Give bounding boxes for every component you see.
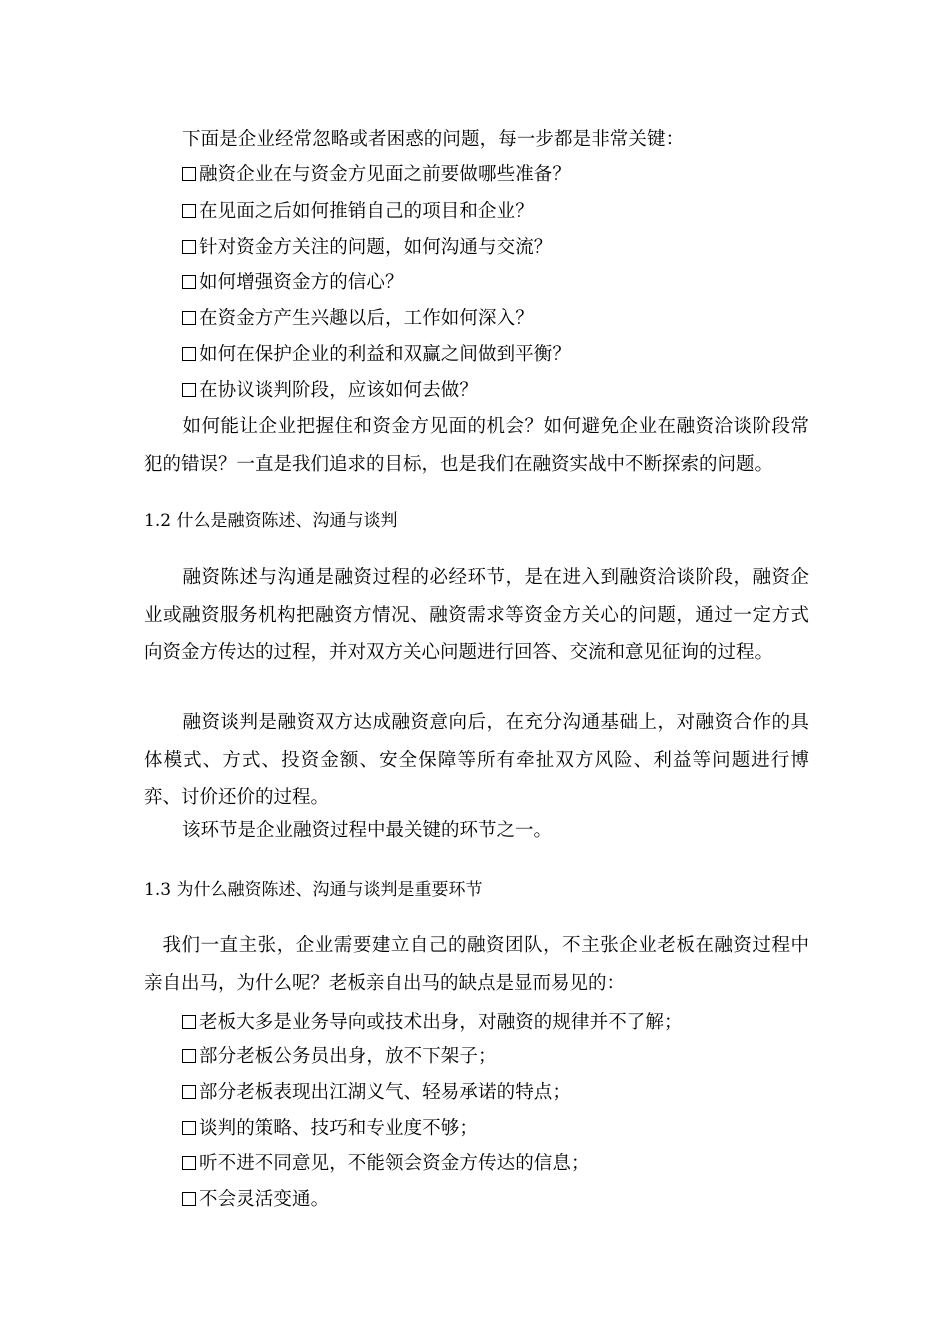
paragraph: 我们一直主张，企业需要建立自己的融资团队，不主张企业老板在融资过程中亲自出马，为什么呢？老板亲自出马的缺点是显而易见的： bbox=[144, 935, 809, 994]
checkbox-icon bbox=[182, 311, 196, 325]
checkbox-icon bbox=[182, 347, 196, 361]
shortcoming-item: 部分老板公务员出身，放不下架子； bbox=[182, 1045, 497, 1069]
checkbox-icon bbox=[182, 1049, 196, 1063]
paragraph: 如何能让企业把握住和资金方见面的机会？如何避免企业在融资洽谈阶段常犯的错误？一直是我们追求的目标，也是我们在融资实战中不断探索的问题。 bbox=[144, 416, 809, 475]
checkbox-icon bbox=[182, 1085, 196, 1099]
question-item: 针对资金方关注的问题，如何沟通与交流？ bbox=[182, 236, 552, 260]
checkbox-icon bbox=[182, 1015, 196, 1029]
checkbox-icon bbox=[182, 167, 196, 181]
paragraph: 融资谈判是融资双方达成融资意向后，在充分沟通基础上，对融资合作的具体模式、方式、投资金额、安全保障等所有牵扯双方风险、利益等问题进行博弈、讨价还价的过程。 bbox=[144, 712, 809, 808]
checkbox-icon bbox=[182, 204, 196, 218]
checkbox-icon bbox=[182, 383, 196, 397]
shortcoming-item: 谈判的策略、技巧和专业度不够； bbox=[182, 1117, 478, 1141]
shortcoming-item: 部分老板表现出江湖义气、轻易承诺的特点； bbox=[182, 1081, 571, 1105]
intro-line: 下面是企业经常忽略或者困惑的问题，每一步都是非常关键： bbox=[182, 129, 685, 150]
shortcoming-item: 不会灵活变通。 bbox=[182, 1188, 329, 1212]
shortcoming-item: 听不进不同意见，不能领会资金方传达的信息； bbox=[182, 1152, 590, 1176]
checkbox-icon bbox=[182, 275, 196, 289]
section-heading: 1.2 什么是融资陈述、沟通与谈判 bbox=[144, 511, 398, 531]
checkbox-icon bbox=[182, 1121, 196, 1135]
question-item: 融资企业在与资金方见面之前要做哪些准备？ bbox=[182, 163, 571, 187]
checkbox-icon bbox=[182, 1192, 196, 1206]
question-item: 如何在保护企业的利益和双赢之间做到平衡？ bbox=[182, 343, 571, 367]
checkbox-icon bbox=[182, 1156, 196, 1170]
paragraph: 融资陈述与沟通是融资过程的必经环节，是在进入到融资洽谈阶段，融资企业或融资服务机构把融资方情况、融资需求等资金方关心的问题，通过一定方式向资金方传达的过程，并对双方关心问题进行回答、交流和意见征询的过程。 bbox=[144, 567, 809, 663]
paragraph: 该环节是企业融资过程中最关键的环节之一。 bbox=[182, 820, 553, 841]
shortcoming-item: 老板大多是业务导向或技术出身，对融资的规律并不了解； bbox=[182, 1011, 683, 1035]
question-item: 在见面之后如何推销自己的项目和企业？ bbox=[182, 200, 534, 224]
question-item: 在协议谈判阶段，应该如何去做？ bbox=[182, 379, 478, 403]
question-item: 在资金方产生兴趣以后，工作如何深入？ bbox=[182, 307, 534, 331]
section-heading: 1.3 为什么融资陈述、沟通与谈判是重要环节 bbox=[144, 880, 483, 900]
checkbox-icon bbox=[182, 240, 196, 254]
question-item: 如何增强资金方的信心？ bbox=[182, 271, 404, 295]
